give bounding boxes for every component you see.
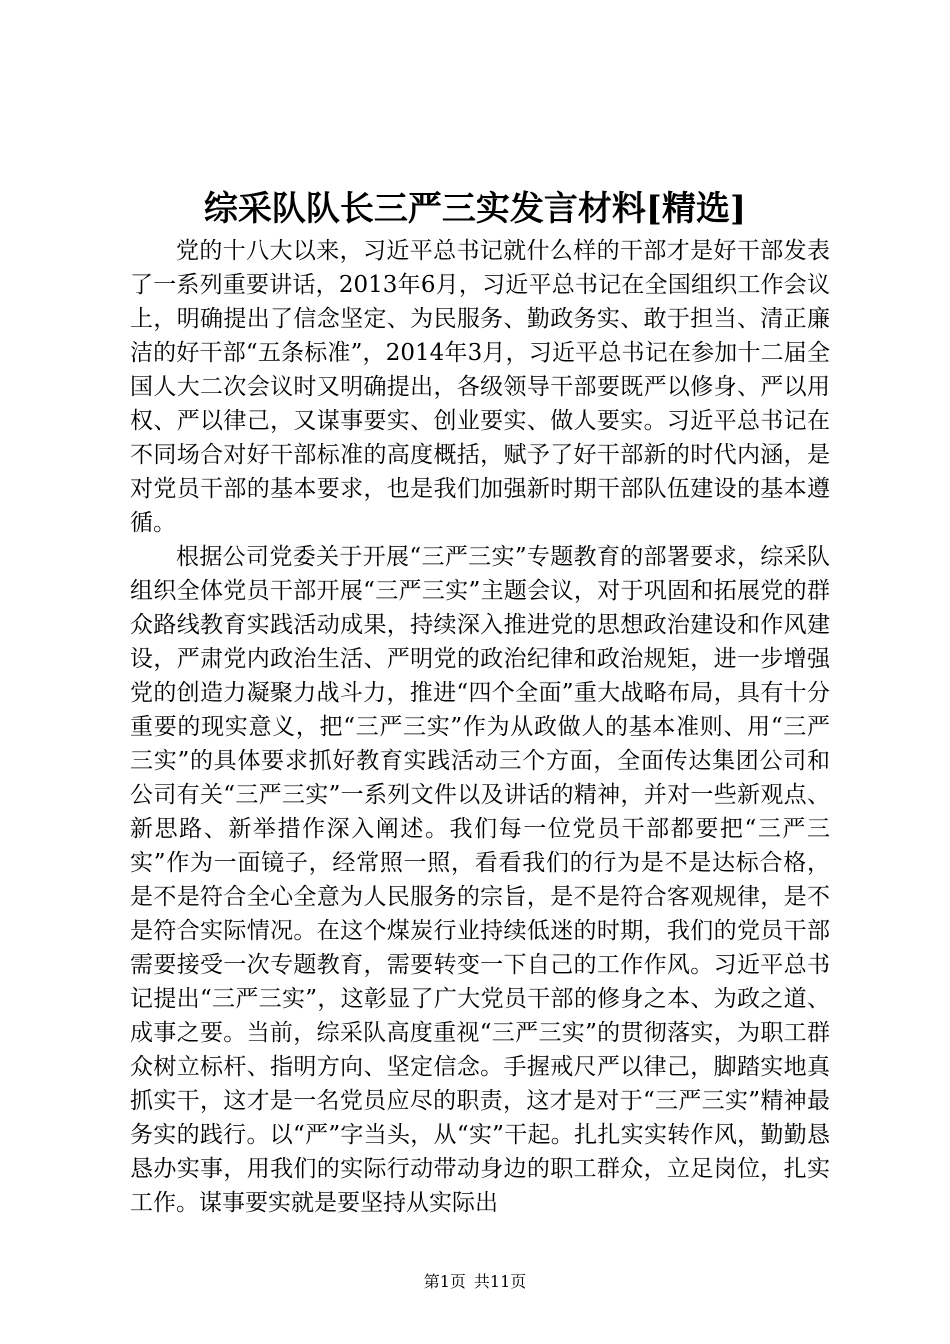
page-footer [0,1272,950,1292]
page-number: 第1页 [423,1272,466,1291]
paragraph-2: 根据公司党委关于开展“三严三实”专题教育的部署要求，综采队组织全体党员干部开展“三严三实”主题会议，对于巩固和拓展党的群众路线教育实践活动成果，持续深入推进党的思想政治建设和作风建设，严肃党内政治生活、严明党的政治纪律和政治规矩，进一步增强党的创造力凝聚力战斗力，推进“四个全面”重大战略布局，具有十分重要的现实意义，把“三严三实”作为从政做人的基本准则、用“三严三实”的具体要求抓好教育实践活动三个方面，全面传达集团公司和公司有关“三严三实”一系列文件以及讲话的精神，并对一些新观点、新思路、新举措作深入阐述。我们每一位党员干部都要把“三严三实”作为一面镜子，经常照一照，看看我们的行为是不是达标合格，是不是符合全心全意为人民服务的宗旨，是不是符合客观规律，是不是符合实际情况。在这个煤炭行业持续低迷的时期，我们的党员干部需要接受一次专题教育，需要转变一下自己的工作作风。习近平总书记提出“三严三实”，这彰显了广大党员干部的修身之本、为政之道、成事之要。当前，综采队高度重视“三严三实”的贯彻落实，为职工群众树立标杆、指明方向、坚定信念。手握戒尺严以律己，脚踏实地真抓实干，这才是一名党员应尽的职责，这才是对于“三严三实”精神最务实的践行。以“严”字当头，从“实”干起。扎扎实实转作风，勤勤恳恳办实事，用我们的实际行动带动身边的职工群众，立足岗位，扎实工作。谋事要实就是要坚持从实际出 [130,544,830,1216]
document-title: 综采队队长三严三实发言材料[精选] [203,189,747,229]
page-total: 共11页 [473,1272,527,1291]
paragraph-1: 党的十八大以来，习近平总书记就什么样的干部才是好干部发表了一系列重要讲话，2013年6月，习近平总书记在全国组织工作会议上，明确提出了信念坚定、为民服务、勤政务实、敢于担当、清正廉洁的好干部“五条标准”，2014年3月，习近平总书记在参加十二届全国人大二次会议时又明确提出，各级领导干部要既严以修身、严以用权、严以律己，又谋事要实、创业要实、做人要实。习近平总书记在不同场合对好干部标准的高度概括，赋予了好干部新的时代内涵，是对党员干部的基本要求，也是我们加强新时期干部队伍建设的基本遵循。 [130,238,830,536]
document-body [130,234,830,1220]
